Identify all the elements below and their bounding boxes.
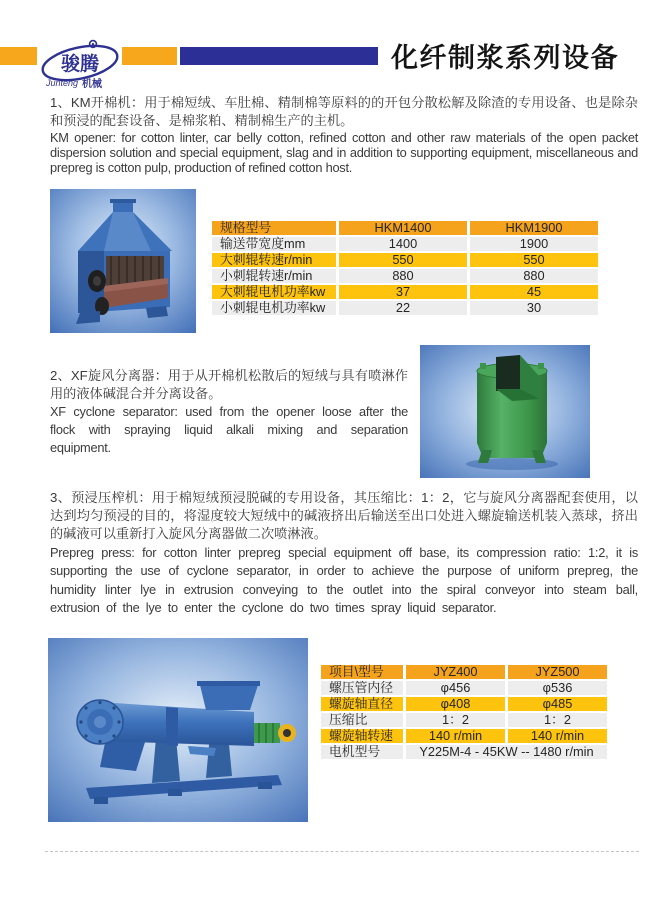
spec-cell: 880: [339, 269, 467, 283]
spec-header-cell: JYZ400: [406, 665, 505, 679]
section1-english-text: KM opener: for cotton linter, car belly cotton, refined cotton and other raw materials of the open packet dispersion solution and special equipment, slag and in addition to supporting equipment, miscellaneous and prepreg is cotton pulp, production of refined cotton host.: [50, 129, 638, 175]
spec-cell: 45: [470, 285, 598, 299]
section2-text: [50, 367, 408, 457]
section1-chinese-text: 1、KM开棉机：用于棉短绒、车肚棉、精制棉等原料的的开包分散松解及除渣的专用设备、也是除杂和预浸的配套设备、是棉浆粕、精制棉生产的主机。: [50, 95, 638, 128]
prepreg-press-photo: [48, 638, 308, 822]
km-opener-spec-table: [209, 219, 601, 317]
km-opener-illustration: [50, 189, 196, 333]
spec-cell: 电机型号: [321, 745, 403, 759]
km-opener-photo: [50, 189, 196, 333]
spec-header-cell: JYZ500: [508, 665, 607, 679]
section3-chinese-text: 3、预浸压榨机：用于棉短绒预浸脱碱的专用设备，其压缩比：1：2，它与旋风分离器配套使用，以达到均匀预浸的目的，将湿度较大短绒中的碱液挤出后输送至出口处进入螺旋输送机装入蒸球，挤出的碱液可以重新打入旋风分离器做二次喷淋液。: [50, 490, 638, 542]
table-row: [212, 237, 598, 251]
spec-cell: 小刺辊转速r/min: [212, 269, 336, 283]
table-row: [321, 665, 607, 679]
section3-text: [50, 489, 638, 618]
spec-cell: 螺压管内径: [321, 681, 403, 695]
spec-header-cell: HKM1400: [339, 221, 467, 235]
spec-cell: 1400: [339, 237, 467, 251]
spec-cell: 30: [470, 301, 598, 315]
spec-header-cell: 规格型号: [212, 221, 336, 235]
prepreg-press-spec-table: [318, 663, 610, 761]
spec-cell: 1：2: [406, 713, 505, 727]
spec-cell: 37: [339, 285, 467, 299]
spec-cell: φ536: [508, 681, 607, 695]
spec-cell: 880: [470, 269, 598, 283]
spec-header-cell: 项目\型号: [321, 665, 403, 679]
spec-cell: 螺旋轴直径: [321, 697, 403, 711]
header-blue-bar: [180, 47, 378, 65]
spec-cell: 大刺辊电机功率kw: [212, 285, 336, 299]
header-yellow-block-mid: [122, 47, 177, 65]
table-row: [212, 269, 598, 283]
spec-cell: 1：2: [508, 713, 607, 727]
spec-cell: 22: [339, 301, 467, 315]
header-yellow-block-left: [0, 47, 37, 65]
spec-cell: φ485: [508, 697, 607, 711]
junteng-logo-graphic: [38, 38, 122, 90]
spec-cell: 550: [470, 253, 598, 267]
spec-cell: 140 r/min: [508, 729, 607, 743]
table-row: [321, 729, 607, 743]
xf-cyclone-separator-photo: [420, 345, 590, 478]
section1-text: [50, 94, 638, 175]
logo-en-text: Junteng: [45, 78, 79, 88]
spec-cell: 输送带宽度mm: [212, 237, 336, 251]
table-row: [212, 253, 598, 267]
cyclone-separator-illustration: [420, 345, 590, 478]
table-row: [321, 681, 607, 695]
prepreg-press-illustration: [48, 638, 308, 822]
spec-cell: 小刺辊电机功率kw: [212, 301, 336, 315]
spec-cell: 140 r/min: [406, 729, 505, 743]
spec-cell: 螺旋轴转速: [321, 729, 403, 743]
table-row: [321, 713, 607, 727]
spec-cell: 1900: [470, 237, 598, 251]
junteng-logo: [38, 38, 122, 90]
page-title: 化纤制浆系列设备: [391, 43, 619, 73]
spec-header-cell: HKM1900: [470, 221, 598, 235]
spec-cell: 大刺辊转速r/min: [212, 253, 336, 267]
spec-cell: 压缩比: [321, 713, 403, 727]
table-row: [321, 745, 607, 759]
spec-cell: φ408: [406, 697, 505, 711]
spec-cell: Y225M-4 - 45KW -- 1480 r/min: [406, 745, 607, 759]
section3-english-text: Prepreg press: for cotton linter prepreg special equipment off base, its compression ratio: 1:2, it is supporting the use of cyclone separator, in order to achieve the purpose of uniform prepreg, the humidity linter lye in extrusion conveying to the outlet into the spiral conveyor into steam ball, extrusion of the lye to enter the cyclone do two times spray liquid separator.: [50, 544, 638, 616]
logo-cn-text: 骏腾: [60, 54, 100, 75]
section2-chinese-text: 2、XF旋风分离器：用于从开棉机松散后的短绒与具有喷淋作用的液体碱混合并分离设备。: [50, 368, 408, 401]
spec-cell: φ456: [406, 681, 505, 695]
footer-dashed-divider: [45, 851, 639, 852]
logo-suffix-text: 机械: [82, 79, 102, 90]
table-row: [212, 285, 598, 299]
spec-cell: 550: [339, 253, 467, 267]
table-row: [212, 301, 598, 315]
table-row: [321, 697, 607, 711]
section2-english-text: XF cyclone separator: used from the opener loose after the flock with spraying liquid alkali mixing and separation equipment.: [50, 403, 408, 455]
table-row: [212, 221, 598, 235]
